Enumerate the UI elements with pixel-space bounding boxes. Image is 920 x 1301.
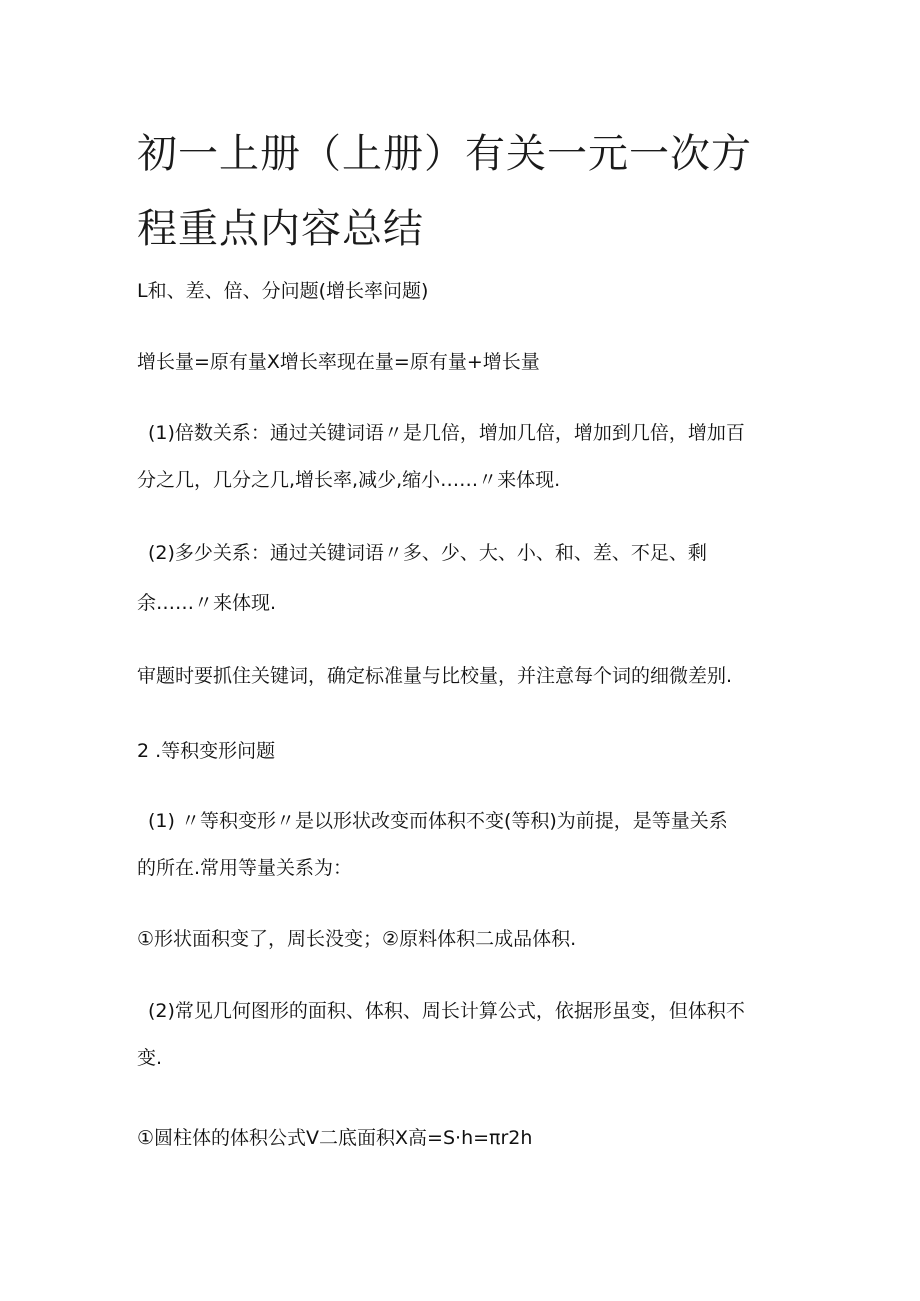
key-words-note: 审题时要抓住关键词，确定标准量与比校量，并注意每个词的细微差别. (137, 665, 733, 687)
quantity-relation-line-1: (2)多少关系：通过关键词语〃多、少、大、小、和、差、不足、剩 (148, 542, 707, 564)
common-relations: ①形状面积变了，周长没变；②原料体积二成品体积. (137, 928, 577, 950)
cylinder-volume-formula: ①圆柱体的体积公式V二底面积X高=S·h=πr2h (137, 1127, 533, 1149)
multiple-relation-line-1: (1)倍数关系：通过关键词语〃是几倍，增加几倍，增加到几倍，增加百 (148, 422, 745, 444)
multiple-relation-line-2: 分之几，几分之几,增长率,减少,缩小……〃来体现. (137, 469, 561, 491)
document-title-line-2: 程重点内容总结 (137, 206, 424, 252)
equal-volume-line-1: (1) 〃等积变形〃是以形状改变而体积不变(等积)为前提，是等量关系 (148, 810, 728, 832)
growth-formula: 增长量=原有量X增长率现在量=原有量+增长量 (137, 351, 540, 373)
equal-volume-line-2: 的所在.常用等量关系为： (137, 857, 353, 879)
geometry-formulas-line-2: 变. (137, 1047, 163, 1069)
document-title-line-1: 初一上册（上册）有关一元一次方 (137, 131, 752, 177)
section-2-heading: 2 .等积变形问题 (137, 740, 276, 762)
quantity-relation-line-2: 余……〃来体现. (137, 592, 277, 614)
geometry-formulas-line-1: (2)常见几何图形的面积、体积、周长计算公式，依据形虽变，但体积不 (148, 1000, 745, 1022)
section-1-heading: L和、差、倍、分问题(增长率问题) (137, 280, 429, 302)
